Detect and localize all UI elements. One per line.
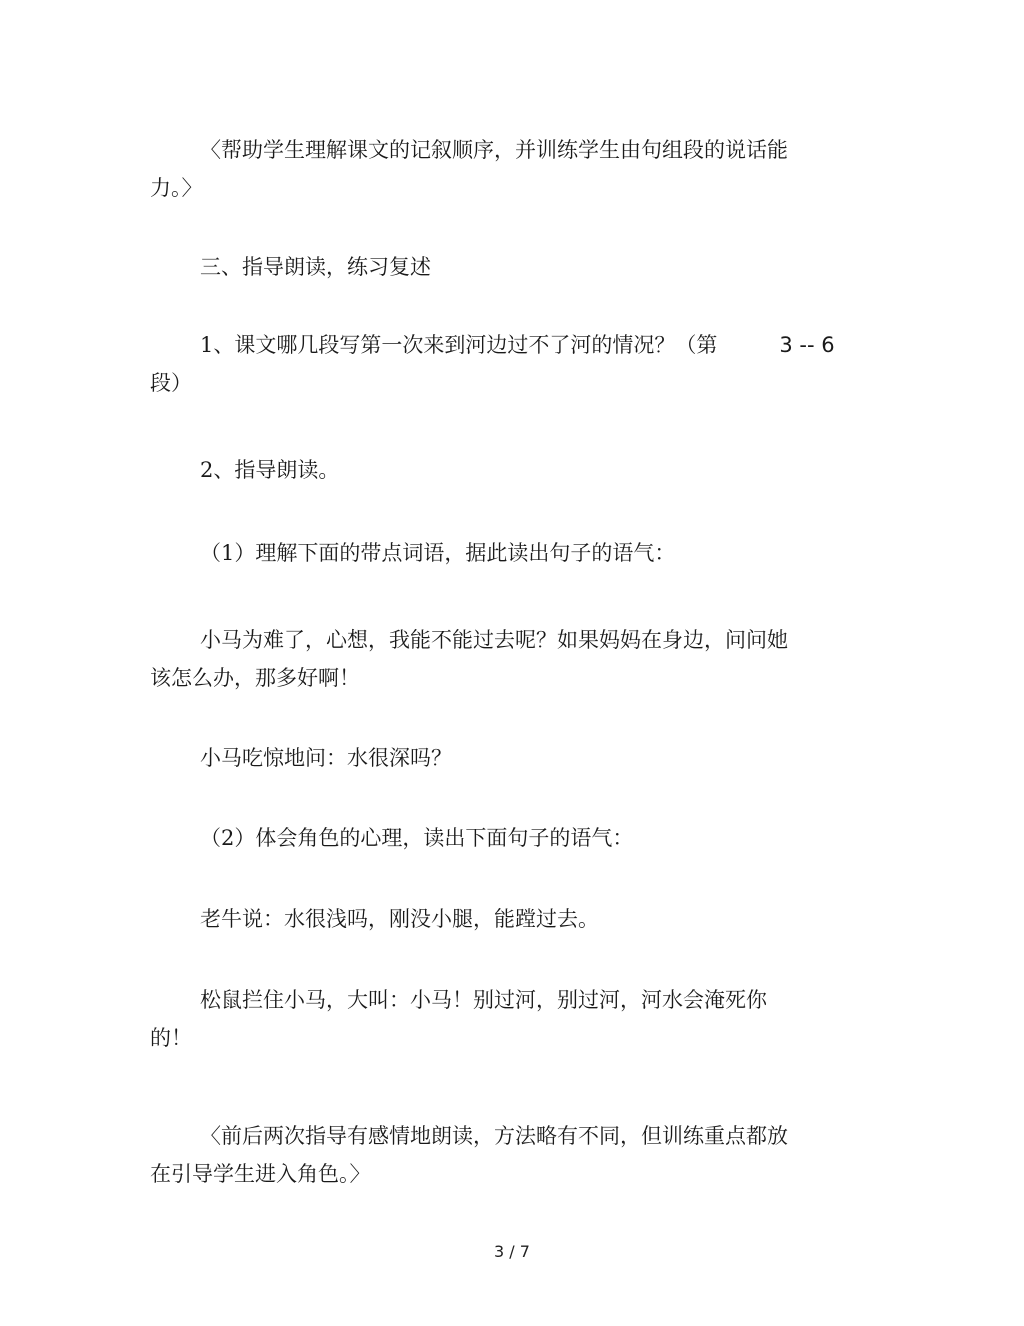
paragraph-line: 1、课文哪几段写第一次来到河边过不了河的情况？（第 — [200, 333, 718, 357]
paragraph-quote-pony-ask — [150, 739, 830, 777]
paragraph-line: 小马吃惊地问：水很深吗？ — [200, 746, 452, 770]
paragraph-line: 该怎么办，那多好啊！ — [150, 666, 360, 690]
paragraph-teaching-note-2 — [150, 1117, 830, 1193]
paragraph-line: 段） — [150, 371, 192, 395]
paragraph-subitem-1 — [150, 534, 830, 572]
paragraph-item-2 — [150, 451, 830, 489]
paragraph-line: 〈前后两次指导有感情地朗读，方法略有不同，但训练重点都放 — [200, 1124, 788, 1148]
paragraph-subitem-2 — [150, 819, 830, 857]
paragraph-line: 小马为难了，心想，我能不能过去呢？如果妈妈在身边，问问她 — [200, 628, 788, 652]
heading-text: 三、指导朗读，练习复述 — [200, 255, 431, 279]
paragraph-line: 2、指导朗读。 — [200, 458, 340, 482]
paragraph-teaching-note-1 — [150, 131, 830, 207]
paragraph-line: 的！ — [150, 1026, 192, 1050]
paragraph-line: （2）体会角色的心理，读出下面句子的语气： — [200, 826, 634, 850]
section-heading-guided-reading — [150, 248, 830, 286]
paragraph-range: 3 -- 6 — [779, 333, 835, 357]
paragraph-quote-pony — [150, 621, 830, 697]
paragraph-quote-ox — [150, 900, 830, 938]
paragraph-line: 〈帮助学生理解课文的记叙顺序，并训练学生由句组段的说话能 — [200, 138, 788, 162]
page-number: 3 / 7 — [494, 1242, 530, 1261]
paragraph-line: 在引导学生进入角色。〉 — [150, 1162, 371, 1186]
paragraph-quote-squirrel — [150, 981, 830, 1057]
paragraph-line: （1）理解下面的带点词语，据此读出句子的语气： — [200, 541, 676, 565]
paragraph-line: 力。〉 — [150, 176, 203, 200]
paragraph-question-1 — [150, 326, 835, 402]
paragraph-line: 松鼠拦住小马，大叫：小马！别过河，别过河，河水会淹死你 — [200, 988, 767, 1012]
paragraph-line: 老牛说：水很浅吗，刚没小腿，能蹚过去。 — [200, 907, 599, 931]
